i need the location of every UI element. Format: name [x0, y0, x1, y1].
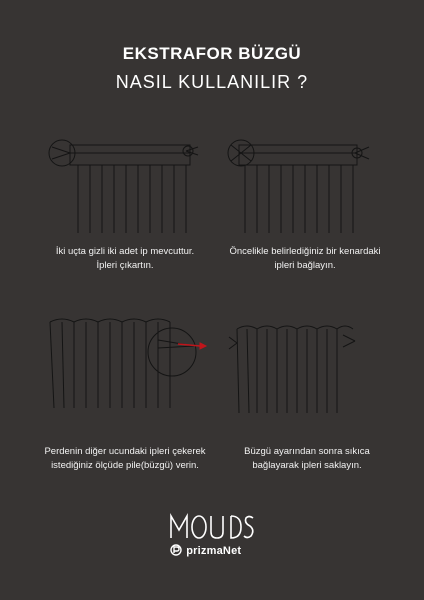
step-3-line-1: Perdenin diğer ucundaki ipleri çekerek [44, 446, 206, 457]
step-3-illustration [40, 310, 210, 410]
step-1-line-1: İki uçta gizli iki adet ip mevcuttur. [55, 246, 195, 257]
brand-logo [0, 512, 424, 547]
step-1-caption [30, 245, 220, 273]
step-4-illustration [225, 315, 385, 415]
step-2-line-2: ipleri bağlayın. [274, 260, 336, 271]
prizma-mark-icon [170, 544, 182, 556]
brand-sub-text: prizmaNet [186, 545, 242, 557]
step-3-caption [30, 445, 220, 473]
step-4-caption [212, 445, 402, 473]
page-subtitle: NASIL KULLANILIR ? [115, 72, 309, 92]
step-2-line-1: Öncelikle belirlediğiniz bir kenardaki [229, 246, 381, 257]
step-1-line-2: İpleri çıkartın. [96, 260, 154, 271]
mouds-logo-icon [167, 512, 257, 542]
step-2-caption [210, 245, 400, 273]
step-2-illustration [225, 135, 385, 235]
step-1-illustration [40, 135, 200, 235]
step-4-line-2: bağlayarak ipleri saklayın. [252, 460, 362, 471]
step-3-line-2: istediğiniz ölçüde pile(büzgü) verin. [51, 460, 199, 471]
step-4-line-1: Büzgü ayarından sonra sıkıca [244, 446, 370, 457]
page-title: EKSTRAFOR BÜZGÜ [122, 44, 302, 63]
brand-sub-logo [170, 544, 260, 557]
